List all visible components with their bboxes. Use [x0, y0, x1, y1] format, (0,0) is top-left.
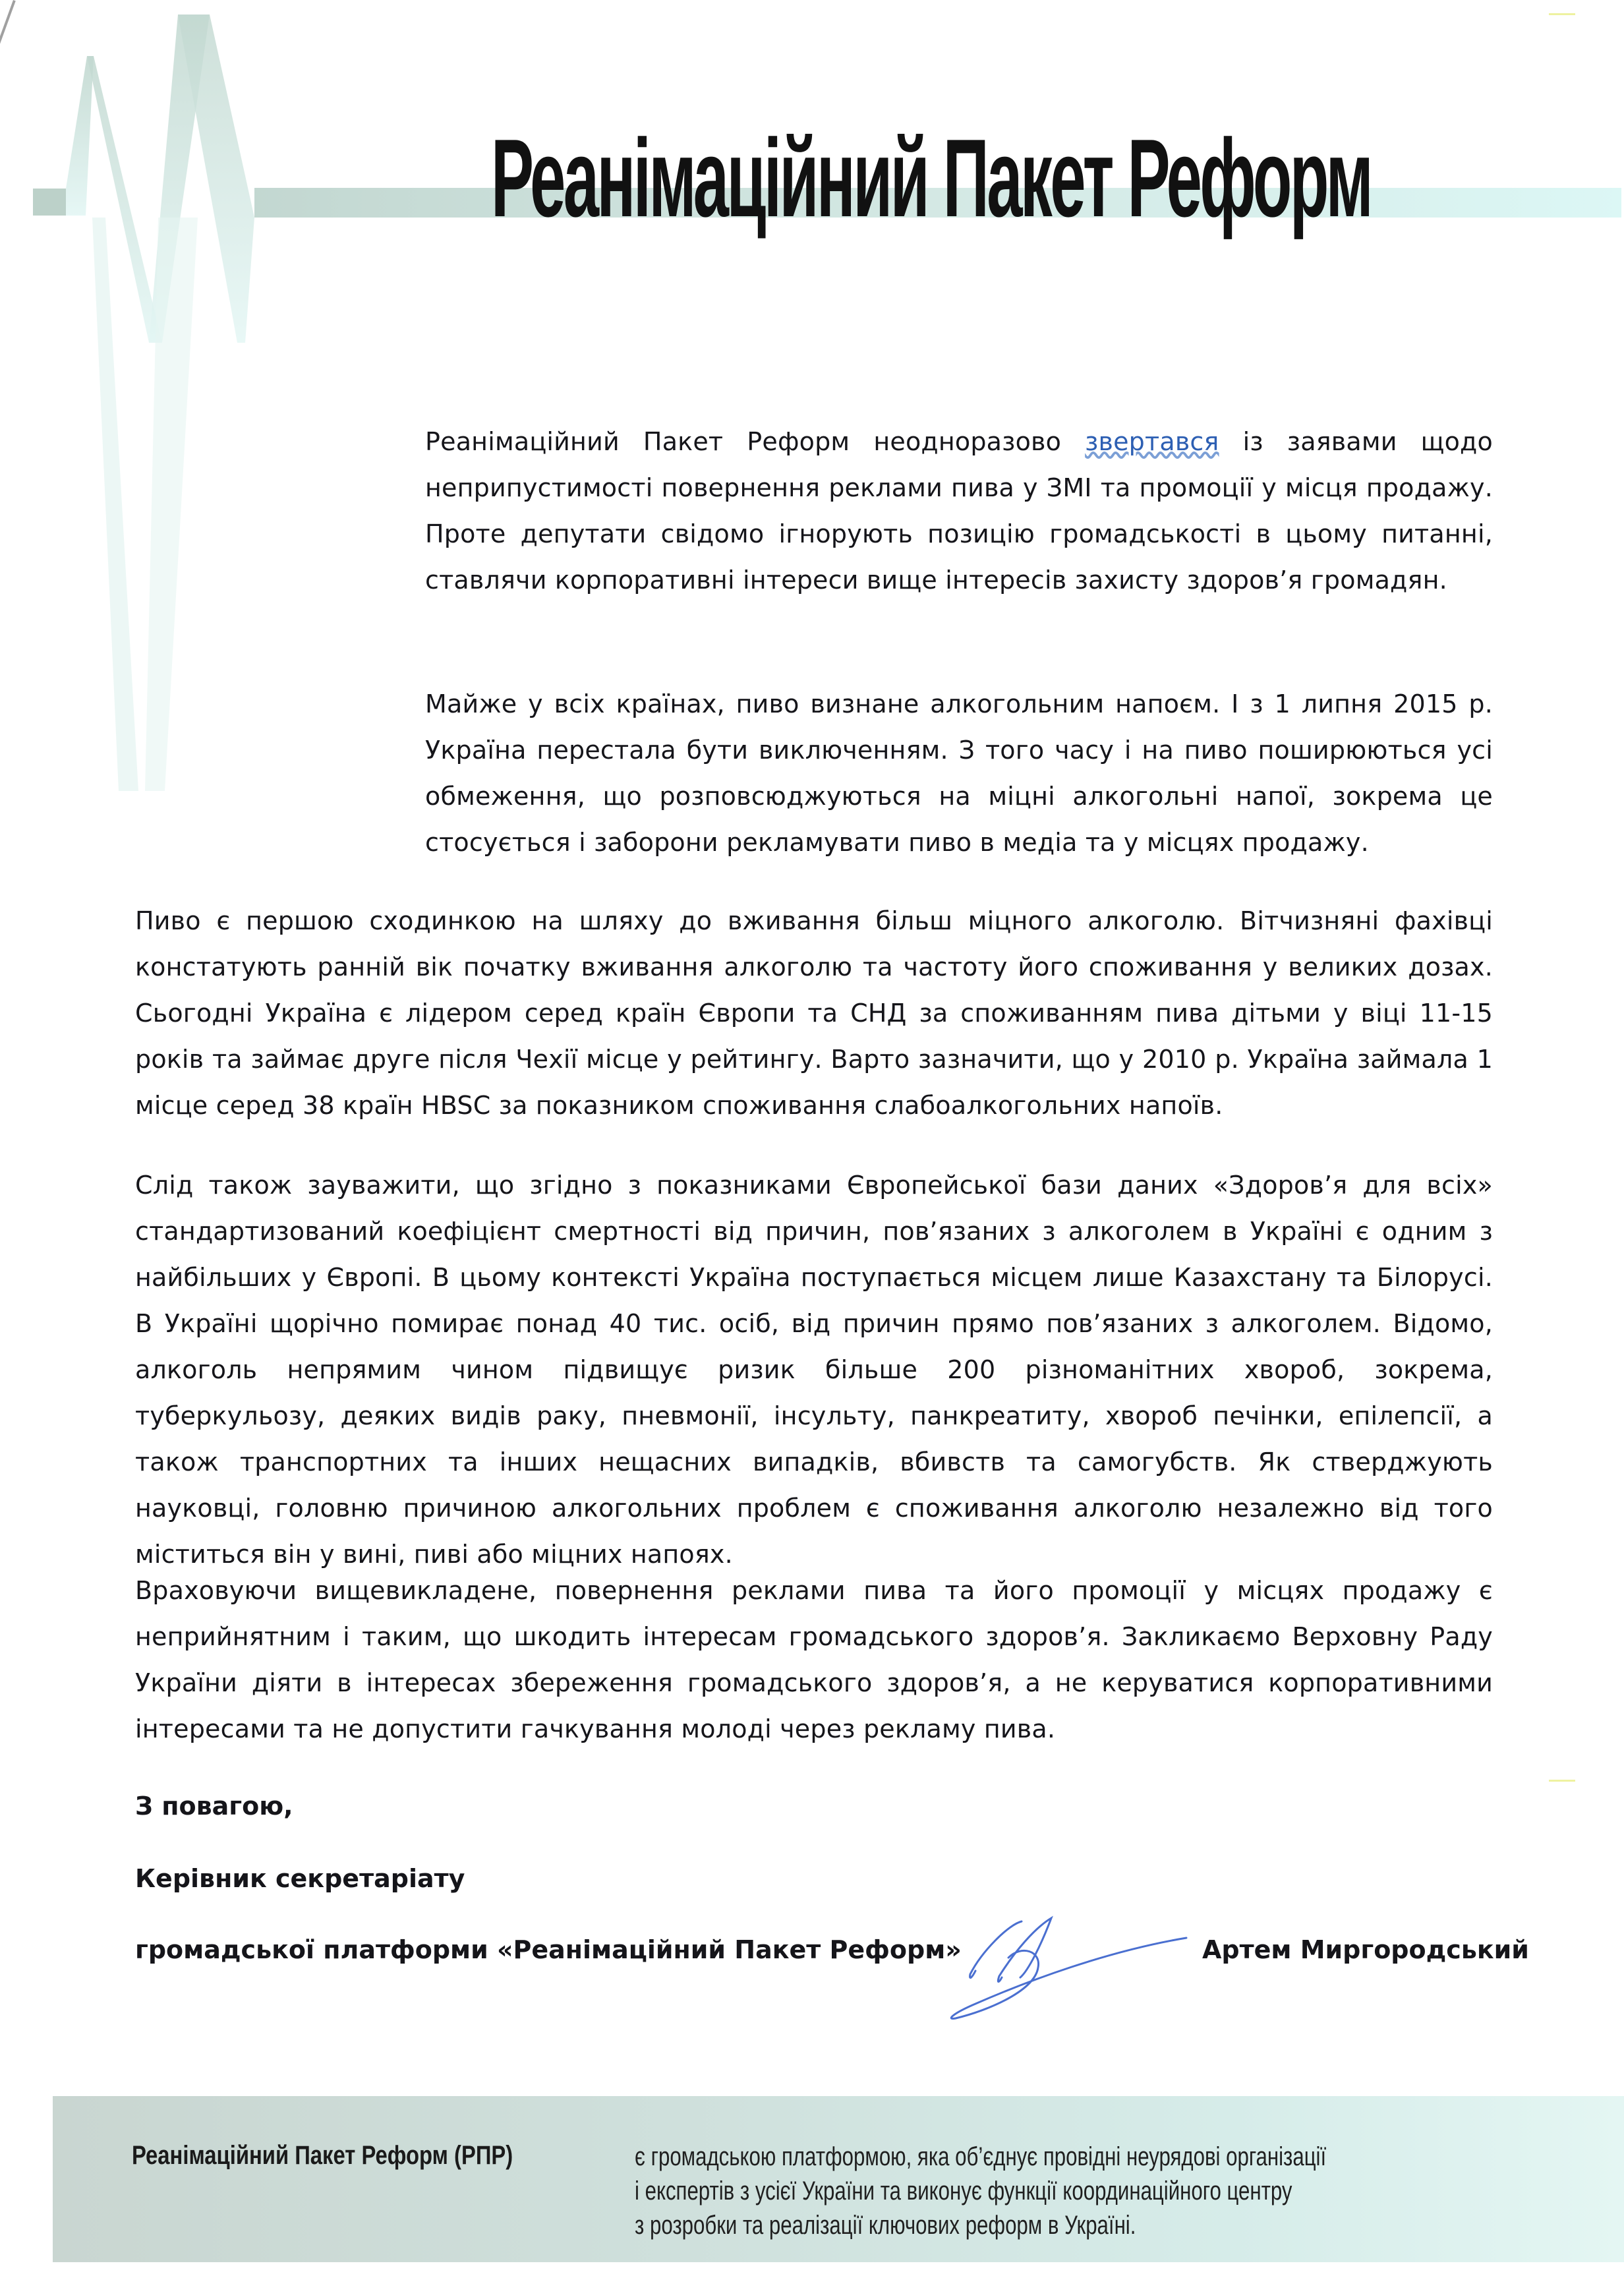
handwritten-signature: [936, 1905, 1305, 2024]
signer-position-line-2: громадської платформи «Реанімаційний Пакет Реформ»: [135, 1935, 962, 1964]
paragraph-2: Майже у всіх країнах, пиво визнане алкогольним напоєм. І з 1 липня 2015 р. Україна перестала бути виключенням. З того часу і на пиво поширюються усі обмеження, що розповсюджуються на міцні алкогольні напої, зокрема це стосується і заборони рекламувати пиво в медіа та у місцях продажу.: [425, 689, 1493, 857]
paragraph-1-text-b: із заявами щодо неприпустимості повернення реклами пива у ЗМІ та промоції у місця продажу. Проте депутати свідомо ігнорують позицію громадськості в цьому питанні, ставлячи корпоративні інтереси вище інтересів захисту здоров’я громадян.: [425, 427, 1493, 595]
scan-mark: [1549, 1780, 1575, 1782]
paragraph-5: Враховуючи вищевикладене, повернення реклами пива та його промоції у місцях продажу є неприйнятним і таким, що шкодить інтересам громадського здоров’я. Закликаємо Верховну Раду України діяти в інтересах збереження громадського здоров’я, а не керуватися корпоративними інтересами та не допустити гачкування молоді через рекламу пива.: [135, 1576, 1493, 1743]
paragraph-1-text-a: Реанімаційний Пакет Реформ неодноразово: [425, 427, 1086, 456]
signer-name: Артем Миргородський: [1202, 1935, 1529, 1964]
footer-description: [635, 2140, 1326, 2242]
paragraph-3: Пиво є першою сходинкою на шляху до вживання більш міцного алкоголю. Вітчизняні фахівці констатують ранній вік початку вживання алкоголю та частоту його споживання у великих дозах. Сьогодні Україна є лідером серед країн Європи та СНД за споживанням пива дітьми у віці 11-15 років та займає друге після Чехії місце у рейтингу. Варто зазначити, що у 2010 р. Україна займала 1 місце серед 38 країн HBSC за показником споживання слабоалкогольних напоїв.: [135, 906, 1493, 1120]
footer-description-line: з розробки та реалізації ключових реформ в Україні.: [635, 2211, 1136, 2240]
footer-description-line: є громадською платформою, яка об’єднує провідні неурядові організації: [635, 2142, 1327, 2171]
appeal-link[interactable]: звертався: [1085, 427, 1219, 456]
paragraph-1: [425, 419, 1493, 603]
closing-salutation: З повагою,: [135, 1792, 293, 1821]
scan-mark: [1549, 13, 1575, 15]
footer-org-name: Реанімаційний Пакет Реформ (РПР): [132, 2141, 513, 2170]
paragraph-4: Слід також зауважити, що згідно з показниками Європейської бази даних «Здоров’я для всіх» стандартизований коефіцієнт смертності від причин, пов’язаних з алкоголем в Україні є одним з найбільших у Європі. В цьому контексті Україна поступається місцем лише Казахстану та Білорусі. В Україні щорічно помирає понад 40 тис. осіб, від причин прямо пов’язаних з алкоголем. Відомо, алкоголь непрямим чином підвищує ризик більше 200 різноманітних хвороб, зокрема, туберкульозу, деяких видів раку, пневмонії, інсульту, панкреатиту, хвороб печінки, епілепсії, а також транспортних та інших нещасних випадків, вбивств та самогубств. Як стверджують науковці, головню причиною алкогольних проблем є споживання алкоголю незалежно від того міститься він у вині, пиві або міцних напоях.: [135, 1171, 1493, 1569]
signer-position-line-1: Керівник секретаріату: [135, 1864, 465, 1893]
letterhead-title: Реанімаційний Пакет Реформ: [491, 116, 1372, 240]
footer-description-line: і експертів з усієї України та виконує функції координаційного центру: [635, 2176, 1292, 2205]
